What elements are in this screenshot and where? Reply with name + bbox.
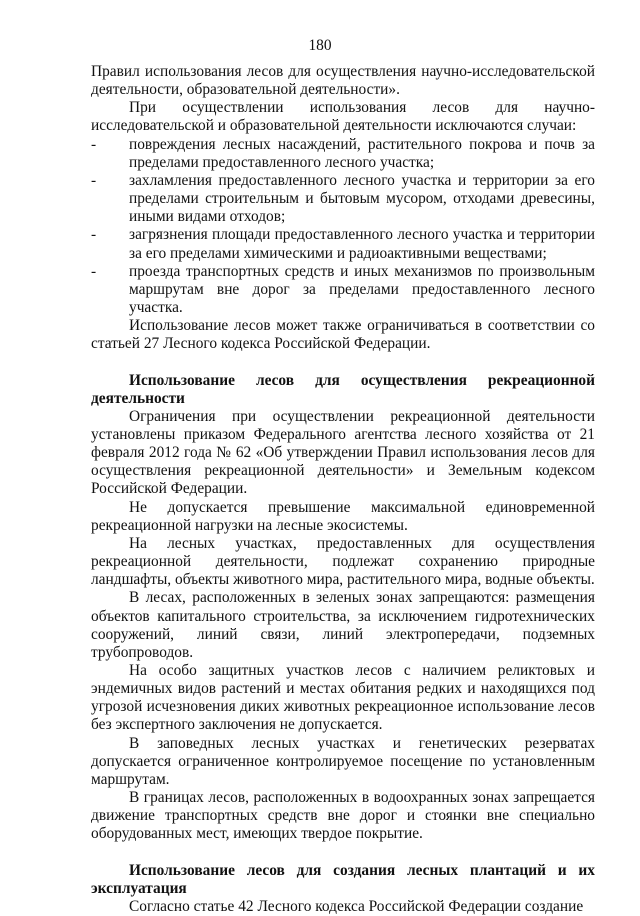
list-dash: - [91, 171, 97, 189]
list-dash: - [91, 226, 97, 244]
paragraph: На лесных участках, предоставленных для осуществления рекреационной деятельности, подлежат сохранению природные ландшафты, объекты животного мира, растительного мира, водные объекты. [91, 534, 595, 589]
section-heading-plantations: Использование лесов для создания лесных плантаций и их эксплуатация [91, 861, 595, 897]
list-dash: - [91, 135, 97, 153]
page-content [91, 63, 595, 916]
paragraph: Согласно статье 42 Лесного кодекса Российской Федерации создание [129, 897, 584, 915]
paragraph: В лесах, расположенных в зеленых зонах запрещаются: размещения объектов капитального строительства, за исключением гидротехнических сооружений, линий связи, линий электропередачи, подземных трубопроводов. [91, 589, 595, 661]
list-item-text: захламления предоставленного лесного участка и территории за его пределами строительным и бытовым мусором, отходами древесины, иными видами отходов; [129, 171, 595, 226]
paragraph: Использование лесов может также ограничиваться в соответствии со статьей 27 Лесного кодекса Российской Федерации. [91, 317, 595, 353]
spacer [91, 354, 595, 372]
paragraph: При осуществлении использования лесов для научно-исследовательской и образовательной деятельности исключаются случаи: [91, 99, 595, 135]
paragraph: На особо защитных участков лесов с наличием реликтовых и эндемичных видов растений и местах обитания редких и находящихся под угрозой исчезновения диких животных рекреационное использование лесов без экспертного заключения не допускается. [91, 662, 595, 734]
paragraph: В границах лесов, расположенных в водоохранных зонах запрещается движение транспортных средств вне дорог и стоянки вне специально оборудованных мест, имеющих твердое покрытие. [91, 789, 595, 843]
list-item-text: повреждения лесных насаждений, растительного покрова и почв за пределами предоставленного лесного участка; [129, 135, 595, 171]
section-heading-recreation: Использование лесов для осуществления рекреационной деятельности [91, 371, 595, 407]
list-dash: - [91, 262, 97, 280]
spacer [91, 844, 595, 862]
paragraph: Не допускается превышение максимальной единовременной рекреационной нагрузки на лесные экосистемы. [91, 498, 595, 534]
list-item-text: проезда транспортных средств и иных механизмов по произвольным маршрутам вне дорог за пределами предоставленного лесного участка. [129, 262, 595, 317]
paragraph: В заповедных лесных участках и генетических резерватах допускается ограниченное контролируемое посещение по установленным маршрутам. [91, 734, 595, 788]
paragraph: Правил использования лесов для осуществления научно-исследовательской деятельности, образовательной деятельности». [91, 63, 595, 99]
page-number: 180 [308, 37, 332, 54]
paragraph: Ограничения при осуществлении рекреационной деятельности установлены приказом Федерального агентства лесного хозяйства от 21 февраля 2012 года № 62 «Об утверждении Правил использования лесов для осуществления рекреационной деятельности» и Земельным кодексом Российской Федерации. [91, 407, 595, 498]
list-item [91, 172, 595, 226]
list-item-text: загрязнения площади предоставленного лесного участка и территории за его пределами химическими и радиоактивными веществами; [129, 226, 595, 262]
list-item [91, 263, 595, 317]
list-item [91, 226, 595, 262]
list-item [91, 136, 595, 172]
